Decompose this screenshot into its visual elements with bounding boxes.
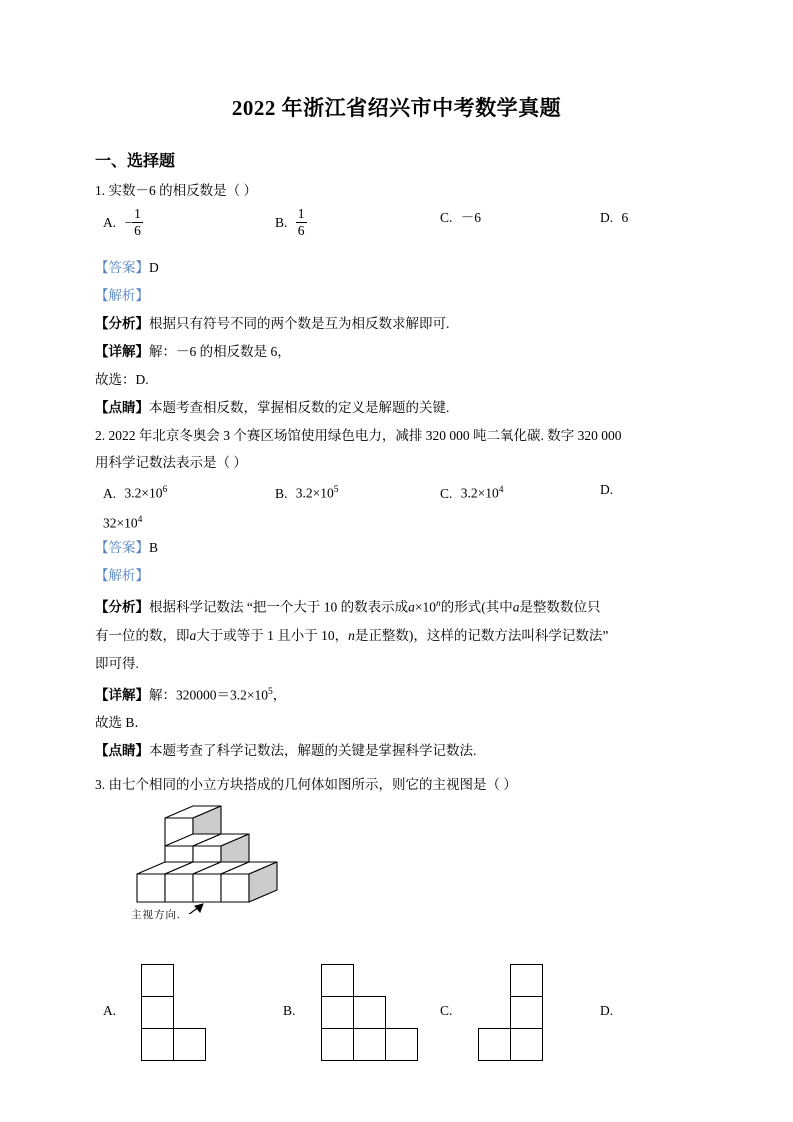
question-3-text: 由七个相同的小立方块搭成的几何体如图所示，则它的主视图是（ ） bbox=[108, 777, 517, 792]
question-3-figure bbox=[95, 804, 698, 954]
question-2-text-line-1: 2022 年北京冬奥会 3 个赛区场馆使用绿色电力，减排 320 000 吨二氧化碳. 数字 320 000 bbox=[108, 428, 622, 443]
question-2-option-D-value-row bbox=[95, 508, 698, 534]
section-heading: 一、选择题 bbox=[95, 153, 176, 170]
question-1-analysis-tag-line bbox=[95, 282, 698, 310]
option-1-B-numerator: 1 bbox=[297, 206, 305, 221]
xiangjie-prefix: 解： bbox=[149, 687, 176, 702]
page-title: 2022 年浙江省绍兴市中考数学真题 bbox=[231, 96, 562, 120]
question-1-answer-value: D bbox=[149, 260, 159, 275]
option-2-C-label: C. bbox=[440, 485, 453, 501]
option-2-D-exponent: 4 bbox=[137, 515, 143, 525]
analysis-tag: 【解析】 bbox=[95, 288, 149, 303]
option-2-B-exponent: 5 bbox=[333, 485, 339, 495]
seven-cube-solid-icon bbox=[117, 804, 327, 919]
grid-cell bbox=[321, 996, 354, 1029]
question-1-fenxi-text: 根据只有符号不同的两个数是互为相反数求解即可. bbox=[149, 316, 450, 331]
analysis-tag: 【解析】 bbox=[95, 568, 149, 583]
option-3-C-label: C. bbox=[440, 1003, 453, 1018]
question-2-fenxi-line-3: 即可得. bbox=[95, 655, 139, 671]
grid-cell bbox=[141, 996, 174, 1029]
option-1-D-value: 6 bbox=[621, 210, 629, 225]
question-1-dianjing-line bbox=[95, 394, 698, 422]
xiangjie-math-exponent: 5 bbox=[268, 686, 273, 697]
question-3-number: 3. bbox=[95, 777, 106, 792]
option-1-D[interactable] bbox=[600, 208, 628, 228]
question-2-options bbox=[95, 480, 698, 508]
option-2-B[interactable] bbox=[275, 480, 339, 504]
xiangjie-tag: 【详解】 bbox=[95, 687, 149, 702]
option-3-B-figure bbox=[321, 964, 431, 1069]
option-1-A-fraction bbox=[132, 207, 143, 238]
fenxi2-part-a: 有一位的数，即 bbox=[95, 627, 190, 643]
fenxi-part-c: ×10 bbox=[414, 599, 436, 615]
question-1-answer-line bbox=[95, 254, 698, 282]
view-direction-label: 主视方向. bbox=[131, 910, 181, 921]
question-2-answer-value: B bbox=[149, 540, 159, 555]
option-1-C-value: －6 bbox=[460, 210, 482, 225]
option-2-A-label: A. bbox=[103, 485, 117, 501]
question-3-options bbox=[95, 958, 698, 1078]
grid-cell bbox=[321, 964, 354, 997]
fenxi-exponent-n: n bbox=[436, 599, 441, 609]
grid-cell bbox=[173, 1028, 206, 1061]
option-1-A[interactable] bbox=[103, 208, 143, 239]
option-1-C-label: C. bbox=[440, 210, 453, 225]
question-3-stem bbox=[95, 771, 698, 798]
fenxi-part-a: 根据科学记数法 “把一个大于 10 的数表示成 bbox=[149, 599, 409, 615]
option-2-B-mantissa: 3.2×10 bbox=[295, 485, 334, 501]
xiangjie-math-tail: ， bbox=[272, 687, 287, 702]
option-1-D-label: D. bbox=[600, 210, 614, 225]
option-1-A-numerator: 1 bbox=[134, 206, 141, 221]
option-2-D-label-wrap[interactable] bbox=[600, 480, 618, 500]
question-2-fenxi-line-1 bbox=[95, 590, 698, 622]
grid-cell bbox=[510, 1028, 543, 1061]
grid-cell bbox=[510, 964, 543, 997]
question-1-options bbox=[95, 208, 698, 254]
question-2-stem-line-1 bbox=[95, 422, 698, 449]
question-2-stem-line-2: 用科学记数法表示是（ ） bbox=[95, 455, 247, 470]
fenxi2-part-e: 是正整数)，这样的记数方法叫科学记数法” bbox=[354, 627, 609, 643]
question-1-conclusion: 故选：D. bbox=[95, 372, 149, 387]
question-1-fenxi-line bbox=[95, 310, 698, 338]
answer-tag: 【答案】 bbox=[95, 540, 149, 555]
fenxi-tag: 【分析】 bbox=[95, 316, 149, 331]
option-1-A-sign: − bbox=[124, 214, 133, 230]
question-2-fenxi-line-2 bbox=[95, 622, 698, 650]
question-1-xiangjie-text: 解：－6 的相反数是 6， bbox=[149, 344, 291, 359]
fenxi-var-a: a bbox=[408, 599, 415, 615]
option-2-D-mantissa: 32×10 bbox=[103, 515, 138, 531]
option-2-A-mantissa: 3.2×10 bbox=[124, 485, 163, 501]
option-3-C-figure bbox=[478, 964, 558, 1069]
option-3-A-label: A. bbox=[103, 1003, 117, 1018]
xiangjie-tag: 【详解】 bbox=[95, 344, 149, 359]
grid-cell bbox=[510, 996, 543, 1029]
answer-tag: 【答案】 bbox=[95, 260, 149, 275]
grid-cell bbox=[353, 1028, 386, 1061]
option-2-C-exponent: 4 bbox=[498, 485, 504, 495]
fenxi-part-g: 是整数数位只 bbox=[519, 599, 601, 615]
option-2-C-mantissa: 3.2×10 bbox=[460, 485, 499, 501]
question-2-dianjing-text: 本题考查了科学记数法，解题的关键是掌握科学记数法. bbox=[149, 743, 477, 758]
dianjing-tag: 【点睛】 bbox=[95, 743, 149, 758]
grid-cell bbox=[141, 1028, 174, 1061]
option-2-A-exponent: 6 bbox=[162, 485, 168, 495]
option-3-A-figure bbox=[141, 964, 221, 1069]
question-1-number: 1. bbox=[95, 183, 106, 198]
grid-cell bbox=[478, 1028, 511, 1061]
dianjing-tag: 【点睛】 bbox=[95, 400, 149, 415]
option-1-A-denominator: 6 bbox=[134, 223, 141, 239]
option-3-B-label: B. bbox=[283, 1003, 296, 1018]
question-2-number: 2. bbox=[95, 428, 106, 443]
option-2-C[interactable] bbox=[440, 480, 504, 504]
option-1-B[interactable] bbox=[275, 208, 307, 239]
question-2-conclusion: 故选 B． bbox=[95, 715, 148, 730]
question-2-analysis-tag-line bbox=[95, 562, 698, 590]
question-1-dianjing-text: 本题考查相反数，掌握相反数的定义是解题的关键. bbox=[149, 400, 450, 415]
option-1-B-fraction bbox=[296, 207, 307, 238]
question-1-text: 实数－6 的相反数是（ ） bbox=[108, 183, 257, 198]
option-1-C[interactable] bbox=[440, 208, 481, 228]
option-1-A-label: A. bbox=[103, 214, 117, 230]
question-2-xiangjie-line bbox=[95, 678, 698, 710]
xiangjie-math: 320000＝3.2×10 bbox=[176, 687, 268, 702]
option-2-D-value[interactable] bbox=[103, 508, 142, 536]
option-1-B-denominator: 6 bbox=[297, 223, 305, 239]
fenxi2-part-c: 大于或等于 1 且小于 10， bbox=[196, 627, 349, 643]
question-1-xiangjie-line bbox=[95, 338, 698, 366]
fenxi2-var-a: a bbox=[189, 627, 197, 643]
option-2-B-label: B. bbox=[275, 485, 288, 501]
question-1-stem bbox=[95, 177, 698, 204]
option-3-D-label: D. bbox=[600, 1003, 614, 1018]
grid-cell bbox=[385, 1028, 418, 1061]
question-2-answer-line bbox=[95, 534, 698, 562]
grid-cell bbox=[321, 1028, 354, 1061]
option-1-B-label: B. bbox=[275, 214, 288, 230]
grid-cell bbox=[141, 964, 174, 997]
fenxi2-var-n: n bbox=[348, 627, 355, 643]
option-2-D-label: D. bbox=[600, 482, 614, 497]
fenxi-tag: 【分析】 bbox=[95, 599, 149, 615]
option-2-A[interactable] bbox=[103, 480, 167, 504]
question-2-dianjing-line bbox=[95, 737, 698, 765]
grid-cell bbox=[353, 996, 386, 1029]
fenxi-part-e: 的形式(其中 bbox=[440, 599, 513, 615]
fenxi-var-a-2: a bbox=[512, 599, 520, 615]
